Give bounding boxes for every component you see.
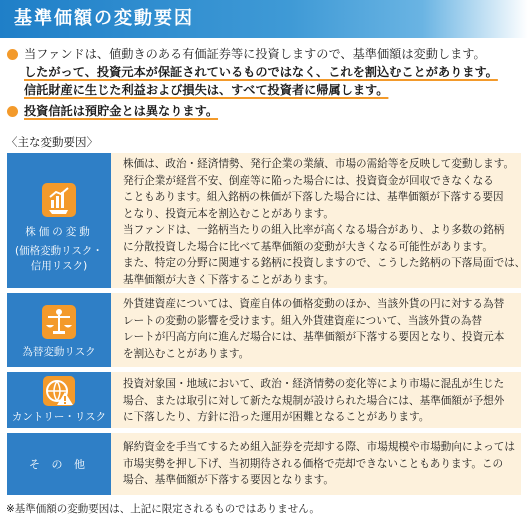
bullet-line xyxy=(24,102,524,120)
risk-description xyxy=(123,376,515,426)
bullet-line: 当ファンドは、値動きのある有価証券等に投資しますので、基準価額は変動します。 xyxy=(24,47,486,61)
description-line: 場合、または取引に対して新たな規制が設けられた場合には、基準価額が予想外 xyxy=(123,394,505,407)
stock-chart-hand-icon xyxy=(42,183,76,217)
risk-label-sub: (価格変動リスク・ xyxy=(15,245,103,257)
emphasis-text: 信託財産に生じた利益および損失は、すべて投資者に帰属します。 xyxy=(24,83,389,97)
currency-scale-icon xyxy=(42,305,76,339)
description-line: 当ファンドは、一銘柄当たりの組入比率が高くなる場合があり、より多数の銘柄 xyxy=(123,224,505,236)
risk-label xyxy=(7,433,111,495)
bullet-item xyxy=(6,102,524,120)
risk-label-sub: 信用リスク) xyxy=(30,260,88,272)
bullet-dot-icon xyxy=(7,49,18,60)
description-line: を割込むことがあります。 xyxy=(123,347,250,360)
risk-row-currency xyxy=(7,293,521,367)
description-line: 発行企業が経営不安、倒産等に陥った場合には、投資資金が回収できなくなる xyxy=(123,174,494,187)
description-line: 外貨建資産については、資産自体の価格変動のほか、当該外貨の円に対する為替 xyxy=(123,298,505,310)
bullet-line xyxy=(24,81,524,99)
risk-row-country xyxy=(7,372,521,428)
description-line: 投資対象国・地域において、政治・経済情勢の変化等により市場に混乱が生じた xyxy=(123,378,505,390)
risk-description xyxy=(123,296,515,362)
globe-warning-icon xyxy=(43,376,75,406)
risk-label xyxy=(7,153,111,288)
risk-description xyxy=(123,439,515,489)
footnote: ※基準価額の変動要因は、上記に限定されるものではありません。 xyxy=(6,503,320,515)
risk-label xyxy=(7,372,111,428)
description-line: に分散投資した場合に比べて基準価額の変動が大きくなる可能性があります。 xyxy=(123,240,493,253)
description-line: 場合、基準価額が下落する要因となります。 xyxy=(123,474,335,486)
bullet-dot-icon xyxy=(7,106,18,117)
description-line: こともあります。組入銘柄の株価が下落した場合には、基準価額が下落する要因 xyxy=(123,191,504,203)
risk-description xyxy=(123,156,526,288)
page-title: 基準価額の変動要因 xyxy=(14,8,194,29)
description-line: レートが円高方向に進んだ場合には、基準価額が下落する要因となり、投資元本 xyxy=(123,331,505,343)
risk-label-main: 為替変動リスク xyxy=(22,346,96,358)
emphasis-text: 投資信託は預貯金とは異なります。 xyxy=(24,104,219,118)
risk-label-main: カントリー・リスク xyxy=(11,411,107,423)
description-line: となり、投資元本を割込むことがあります。 xyxy=(123,207,335,220)
description-line: に下落したり、方針に沿った運用が困難となることがあります。 xyxy=(123,411,430,423)
description-line: 市場実勢を押し下げ、当初期待される価格で売却できないこともあります。この xyxy=(123,457,504,470)
section-subtitle: 〈主な変動要因〉 xyxy=(6,135,98,149)
bullet-line xyxy=(24,63,524,81)
risk-label-main: そ の 他 xyxy=(29,458,89,471)
description-line: レートの変動の影響を受けます。組入外貨建資産について、当該外貨の為替 xyxy=(123,314,482,327)
description-line: 解約資金を手当てするため組入証券を売却する際、市場規模や市場動向によっては xyxy=(123,441,515,453)
description-line: 株価は、政治・経済情勢、発行企業の業績、市場の需給等を反映して変動します。 xyxy=(123,158,515,170)
notice-bullets xyxy=(6,45,524,120)
risk-row-stock xyxy=(7,153,526,288)
header-bar xyxy=(0,0,528,38)
risk-label-main: 株価の変動 xyxy=(25,226,93,238)
bullet-item xyxy=(6,45,524,99)
risk-row-other xyxy=(7,433,521,495)
description-line: 基準価額が大きく下落することがあります。 xyxy=(123,273,335,286)
risk-label xyxy=(7,293,111,367)
emphasis-text: したがって、投資元本が保証されているものではなく、これを割込むことがあります。 xyxy=(24,65,498,79)
description-line: また、特定の分野に関連する銘柄に投資しますので、こうした銘柄の下落局面では、 xyxy=(123,257,526,269)
